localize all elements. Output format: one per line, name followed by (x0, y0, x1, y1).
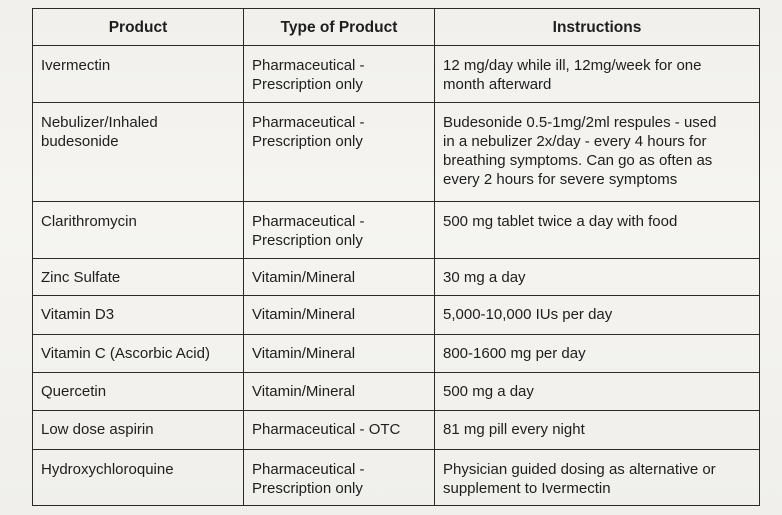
instructions-cell (435, 46, 760, 103)
product-name: Vitamin C (Ascorbic Acid) (41, 345, 210, 362)
table-row (33, 46, 760, 103)
table-row (33, 103, 760, 202)
product-cell (33, 335, 244, 373)
table-row (33, 450, 760, 506)
product-instructions: Budesonide 0.5-1mg/2ml respules - used in a nebulizer 2x/day - every 4 hours for breathing symptoms. Can go as often as every 2 hours for severe symptoms (443, 114, 717, 188)
product-instructions: 500 mg tablet twice a day with food (443, 213, 678, 230)
type-cell (244, 296, 435, 335)
product-cell (33, 373, 244, 411)
header-product: Product (33, 9, 244, 46)
type-cell (244, 202, 435, 259)
instructions-cell (435, 202, 760, 259)
product-cell (33, 450, 244, 506)
product-type: Pharmaceutical - Prescription only (252, 114, 365, 150)
product-instructions: 5,000-10,000 IUs per day (443, 306, 613, 323)
product-type: Vitamin/Mineral (252, 306, 356, 323)
instructions-cell (435, 103, 760, 202)
instructions-cell (435, 259, 760, 296)
product-name: Vitamin D3 (41, 306, 115, 323)
product-name: Ivermectin (41, 57, 111, 74)
type-cell (244, 450, 435, 506)
table-header-row (33, 9, 760, 46)
product-type: Pharmaceutical - Prescription only (252, 461, 365, 497)
type-cell (244, 259, 435, 296)
instructions-cell (435, 411, 760, 450)
table-row (33, 335, 760, 373)
table-row (33, 373, 760, 411)
product-name: Low dose aspirin (41, 421, 154, 438)
instructions-cell (435, 296, 760, 335)
type-cell (244, 373, 435, 411)
product-name: Hydroxychloroquine (41, 461, 174, 478)
product-cell (33, 103, 244, 202)
table-row (33, 259, 760, 296)
product-type: Pharmaceutical - Prescription only (252, 57, 365, 93)
product-name: Clarithromycin (41, 213, 137, 230)
instructions-cell (435, 450, 760, 506)
product-type: Vitamin/Mineral (252, 269, 356, 286)
product-instructions: 800-1600 mg per day (443, 345, 586, 362)
product-cell (33, 202, 244, 259)
product-instructions: 81 mg pill every night (443, 421, 585, 438)
header-instructions: Instructions (435, 9, 760, 46)
product-cell (33, 296, 244, 335)
product-cell (33, 46, 244, 103)
table-row (33, 296, 760, 335)
product-instructions: 500 mg a day (443, 383, 534, 400)
table-row (33, 411, 760, 450)
product-type: Pharmaceutical - OTC (252, 421, 401, 438)
product-cell (33, 259, 244, 296)
product-type: Vitamin/Mineral (252, 345, 356, 362)
product-instructions: 30 mg a day (443, 269, 526, 286)
product-type: Pharmaceutical - Prescription only (252, 213, 365, 249)
product-type: Vitamin/Mineral (252, 383, 356, 400)
table-row (33, 202, 760, 259)
product-instructions: 12 mg/day while ill, 12mg/week for one month afterward (443, 57, 702, 93)
instructions-cell (435, 373, 760, 411)
product-name: Nebulizer/Inhaled budesonide (41, 114, 158, 150)
type-cell (244, 103, 435, 202)
type-cell (244, 46, 435, 103)
type-cell (244, 411, 435, 450)
product-name: Zinc Sulfate (41, 269, 121, 286)
product-name: Quercetin (41, 383, 107, 400)
product-instructions-table (32, 8, 760, 506)
header-type-of-product: Type of Product (244, 9, 435, 46)
type-cell (244, 335, 435, 373)
product-instructions: Physician guided dosing as alternative or supplement to Ivermectin (443, 461, 716, 497)
product-cell (33, 411, 244, 450)
instructions-cell (435, 335, 760, 373)
